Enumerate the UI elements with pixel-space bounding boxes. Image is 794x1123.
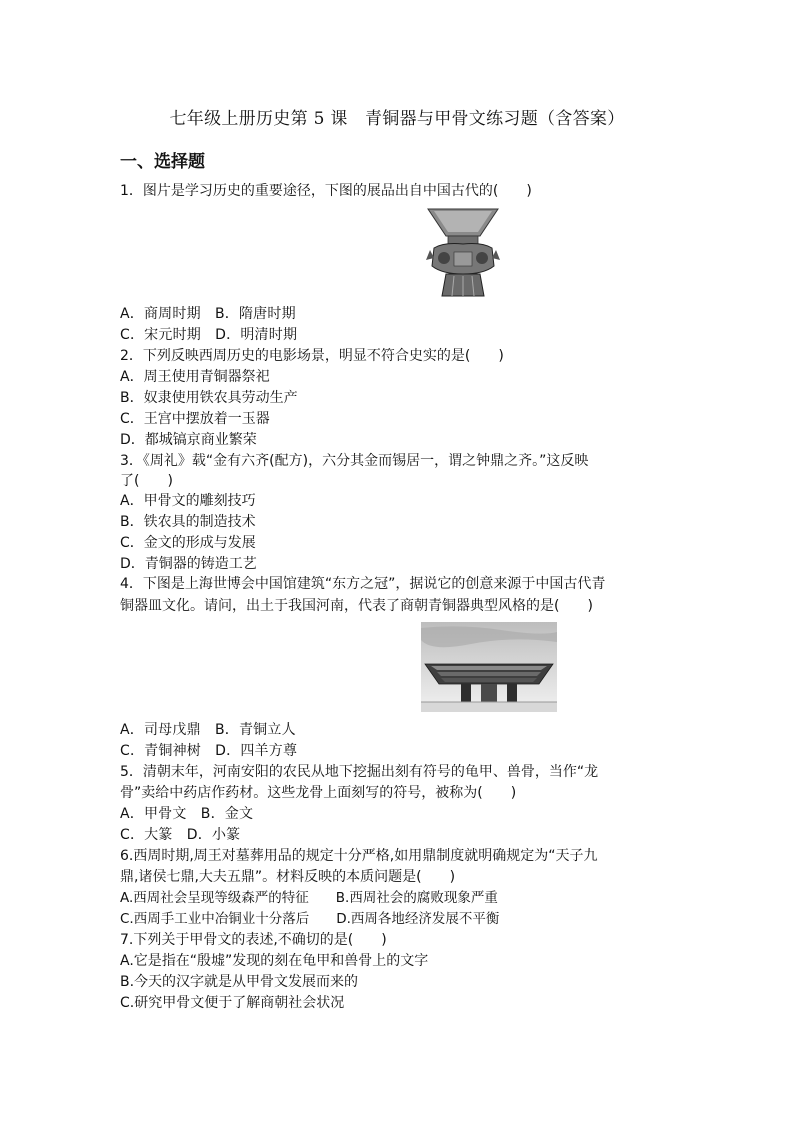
question-3-stem-line1: 3．《周礼》载“金有六齐(配方)，六分其金而锡居一，谓之钟鼎之齐。”这反映 [120,453,589,469]
question-2-option-a: A．周王使用青铜器祭祀 [120,369,270,385]
question-3-option-b: B．铁农具的制造技术 [120,514,256,530]
question-2-option-d: D．都城镐京商业繁荣 [120,432,257,448]
question-7-option-b: B.今天的汉字就是从甲骨文发展而来的 [120,974,359,990]
question-6-options-cd: C.西周手工业中冶铜业十分落后 D.西周各地经济发展不平衡 [120,911,500,927]
question-5-options-ab: A．甲骨文 B．金文 [120,806,254,822]
page-title: 七年级上册历史第 5 课 青铜器与甲骨文练习题（含答案） [169,109,625,129]
question-1-options-ab: A．商周时期 B．隋唐时期 [120,306,296,322]
question-3-option-c: C．金文的形成与发展 [120,535,256,551]
question-5-stem-line1: 5．清朝末年，河南安阳的农民从地下挖掘出刻有符号的龟甲、兽骨，当作“龙 [120,764,599,780]
question-3-option-a: A．甲骨文的雕刻技巧 [120,493,256,509]
question-6-stem-line2: 鼎,诸侯七鼎,大夫五鼎”。材料反映的本质问题是( ) [120,869,456,885]
question-7-stem: 7.下列关于甲骨文的表述,不确切的是( ) [120,932,387,948]
question-6-stem-line1: 6.西周时期,周王对墓葬用品的规定十分严格,如用鼎制度就明确规定为“天子九 [120,848,598,864]
question-4-options-cd: C．青铜神树 D．四羊方尊 [120,743,298,759]
question-2-stem: 2．下列反映西周历史的电影场景，明显不符合史实的是( ) [120,348,504,364]
china-pavilion-image [421,622,557,712]
question-3-stem-line2: 了( ) [120,473,173,489]
question-6-options-ab: A.西周社会呈现等级森严的特征 B.西周社会的腐败现象严重 [120,890,498,906]
question-1-stem: 1．图片是学习历史的重要途径，下图的展品出自中国古代的( ) [120,183,532,199]
question-1-options-cd: C．宋元时期 D．明清时期 [120,327,298,343]
question-7-option-c: C.研究甲骨文便于了解商朝社会状况 [120,995,345,1011]
question-5-options-cd: C．大篆 D．小篆 [120,827,241,843]
question-2-option-c: C．王宫中摆放着一玉器 [120,411,270,427]
question-3-option-d: D．青铜器的铸造工艺 [120,556,257,572]
section-heading: 一、选择题 [120,152,205,172]
bronze-zun-vessel-image [424,206,502,298]
question-5-stem-line2: 骨”卖给中药店作药材。这些龙骨上面刻写的符号，被称为( ) [120,785,517,801]
question-4-stem-line1: 4．下图是上海世博会中国馆建筑“东方之冠”，据说它的创意来源于中国古代青 [120,576,606,592]
question-7-option-a: A.它是指在“殷墟”发现的刻在龟甲和兽骨上的文字 [120,953,429,969]
question-4-options-ab: A．司母戊鼎 B．青铜立人 [120,722,296,738]
question-2-option-b: B．奴隶使用铁农具劳动生产 [120,390,298,406]
question-4-stem-line2: 铜器皿文化。请问，出土于我国河南，代表了商朝青铜器典型风格的是( ) [120,598,593,614]
